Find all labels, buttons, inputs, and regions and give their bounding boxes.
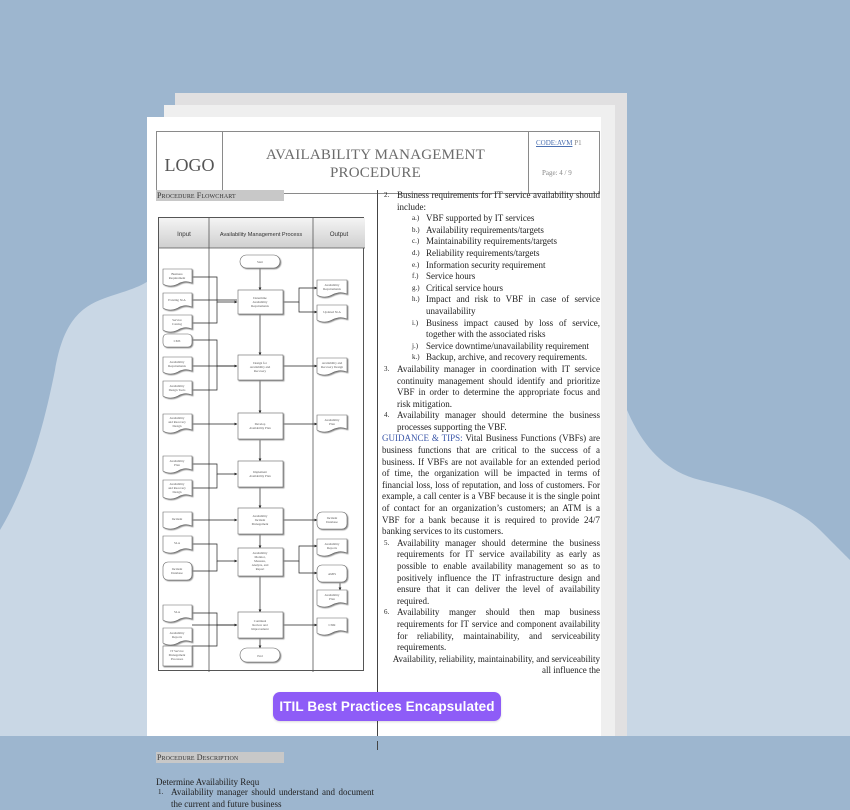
item-number: 5.: [384, 538, 390, 547]
sub-item-text: VBF supported by IT services: [426, 213, 535, 224]
svg-text:Design: Design: [172, 424, 182, 428]
svg-text:Continual: Continual: [253, 619, 267, 623]
list-item-3: [382, 364, 600, 410]
svg-text:Input: Input: [177, 231, 191, 238]
guidance-label: GUIDANCE & TIPS:: [382, 433, 463, 444]
svg-text:Availability and: Availability and: [249, 365, 271, 369]
item-text: Availability manager should determine the business processes supporting the VBF.: [397, 410, 600, 432]
svg-text:Requirement: Requirement: [168, 276, 186, 280]
guidance-text: Vital Business Functions (VBFs) are business functions that are critical to the success of a business. If VBFs are not available for an extended period of time, the organization will be impacted in terms of financial loss, loss of reputation, and loss of customers. For example, a call center is a VBF because it is the single point of contact for an organization’s customers; an ATM is a VBF for a bank because it is required to provide 24/7 banking services to its customers.: [382, 433, 600, 537]
document-title: [223, 132, 529, 193]
sub-item-d: [382, 248, 600, 260]
page-number: Page: 4 / 9: [542, 169, 572, 177]
sub-item-letter: b.): [412, 225, 420, 234]
description-item-1: [156, 787, 374, 810]
sub-item-text: Critical service hours: [426, 282, 503, 293]
sub-item-letter: a.): [412, 214, 420, 223]
svg-text:Requirements: Requirements: [323, 287, 341, 291]
item-number: 2.: [384, 191, 390, 199]
svg-text:IT Service: IT Service: [170, 649, 184, 653]
document-header: [156, 131, 600, 194]
svg-text:Availability: Availability: [324, 418, 340, 422]
svg-text:Incident: Incident: [171, 567, 183, 571]
item-number: 3.: [384, 364, 390, 373]
svg-text:Availability and: Availability and: [321, 361, 343, 365]
procedure-flowchart: [158, 217, 364, 671]
svg-text:Plan: Plan: [329, 597, 335, 601]
svg-text:Business: Business: [171, 272, 183, 276]
svg-text:Report: Report: [255, 567, 265, 571]
item-number: 4.: [384, 411, 390, 420]
svg-text:Availability: Availability: [169, 482, 185, 486]
svg-text:Updated SLA: Updated SLA: [323, 310, 341, 314]
sub-item-text: Information security requirement: [426, 259, 546, 270]
svg-text:Determine: Determine: [253, 296, 267, 300]
sub-item-g: [382, 283, 600, 295]
left-column: [156, 190, 374, 809]
svg-text:Incident: Incident: [326, 516, 338, 520]
svg-text:and Recovery: and Recovery: [168, 420, 186, 424]
item-number: 1.: [158, 788, 164, 796]
item-text: Availability manager should understand and document the current and future business: [171, 787, 374, 809]
svg-text:Availability: Availability: [169, 360, 185, 364]
svg-text:CSIR: CSIR: [328, 623, 336, 627]
sub-item-text: Reliability requirements/targets: [426, 247, 540, 258]
svg-text:Plan: Plan: [329, 422, 335, 426]
sub-item-letter: k.): [412, 353, 420, 362]
svg-text:Analyze, and: Analyze, and: [251, 563, 269, 567]
svg-text:Measure,: Measure,: [254, 559, 266, 563]
svg-text:Reports: Reports: [327, 546, 337, 550]
sub-item-c: [382, 236, 600, 248]
svg-text:Plan: Plan: [174, 463, 180, 467]
svg-text:Requirements: Requirements: [168, 364, 186, 368]
sub-item-letter: e.): [412, 260, 420, 269]
svg-text:Availability: Availability: [252, 514, 268, 518]
svg-text:Availability: Availability: [169, 631, 185, 635]
procedure-description: [156, 752, 374, 810]
item-number: 6.: [384, 608, 390, 617]
svg-text:Database: Database: [171, 571, 183, 575]
svg-text:Develop: Develop: [254, 422, 266, 426]
description-subtitle: Determine Availability Requ: [156, 777, 260, 787]
sub-list: [382, 213, 600, 364]
item-text: Availability manager in coordination with IT service continuity management should identify and prioritize VBF in order to determine the appropriate focus and risk mitigation.: [397, 363, 600, 409]
sub-item-letter: f.): [412, 272, 419, 281]
svg-text:Service: Service: [172, 318, 182, 322]
svg-text:AMIS: AMIS: [328, 572, 336, 576]
list-item-5: [382, 538, 600, 608]
svg-text:Monitor,: Monitor,: [254, 555, 266, 559]
svg-text:CMS: CMS: [173, 339, 181, 343]
bottom-edge: [0, 736, 850, 741]
sub-item-f: [382, 271, 600, 283]
svg-text:Incident: Incident: [254, 518, 266, 522]
svg-text:Catalog: Catalog: [172, 322, 182, 326]
document-code-link[interactable]: CODE:AVM: [536, 139, 573, 147]
sub-item-letter: h.): [412, 295, 420, 304]
svg-text:Output: Output: [329, 231, 349, 238]
document-page: [147, 117, 601, 809]
svg-text:Design Tools: Design Tools: [168, 388, 186, 392]
svg-text:Improvement: Improvement: [251, 627, 269, 631]
svg-text:Availability: Availability: [324, 283, 340, 287]
document-meta: [529, 132, 599, 193]
svg-text:Start: Start: [256, 260, 264, 264]
sub-item-text: Service downtime/unavailability requirement: [426, 340, 589, 351]
title-line-2: PROCEDURE: [330, 164, 421, 181]
svg-text:Availability: Availability: [252, 300, 268, 304]
svg-text:Availability: Availability: [169, 384, 185, 388]
svg-text:Availability: Availability: [324, 542, 340, 546]
column-divider: [377, 190, 378, 750]
svg-text:Availability: Availability: [169, 459, 185, 463]
svg-text:Incident: Incident: [171, 517, 183, 521]
svg-text:Requirements: Requirements: [251, 304, 269, 308]
sub-item-text: Business impact caused by loss of service, together with the associated risks: [426, 317, 600, 340]
svg-text:Design for: Design for: [253, 361, 267, 365]
document-code-suffix: P1: [572, 139, 582, 147]
sub-item-j: [382, 341, 600, 353]
sub-item-text: Maintainability requirements/targets: [426, 236, 558, 247]
svg-text:Availability Plan: Availability Plan: [249, 474, 271, 478]
sub-item-letter: g.): [412, 283, 420, 292]
sub-item-text: Backup, archive, and recovery requirements.: [426, 352, 588, 363]
section-title-flowchart: Procedure Flowchart: [156, 190, 284, 201]
svg-text:Availability: Availability: [324, 593, 340, 597]
list-item-2: [382, 190, 600, 213]
svg-text:Management: Management: [168, 653, 186, 657]
sub-item-b: [382, 225, 600, 237]
title-line-1: AVAILABILITY MANAGEMENT: [266, 146, 485, 163]
svg-text:Review and: Review and: [252, 623, 268, 627]
list-item-4: [382, 410, 600, 433]
itil-badge: ITIL Best Practices Encapsulated: [273, 692, 501, 721]
sub-item-e: [382, 260, 600, 272]
sub-item-k: [382, 352, 600, 364]
svg-text:Implement: Implement: [253, 470, 267, 474]
svg-text:Processes: Processes: [170, 657, 184, 661]
sub-item-letter: i.): [412, 318, 419, 327]
list-item-6: [382, 607, 600, 653]
item-text: Availability manger should then map business requirements for IT service and component availability for reliability, maintainability, and serviceability requirements.: [397, 607, 600, 653]
svg-text:Reports: Reports: [172, 635, 182, 639]
guidance-tips: [382, 433, 600, 537]
sub-item-h: [382, 294, 600, 317]
sub-item-letter: d.): [412, 248, 420, 257]
sub-item-a: [382, 213, 600, 225]
logo-placeholder: LOGO: [157, 132, 223, 193]
svg-text:SLA: SLA: [173, 541, 181, 545]
sub-item-text: Impact and risk to VBF in case of service unavailability: [426, 294, 600, 316]
svg-text:End: End: [257, 654, 263, 658]
svg-text:and Recovery: and Recovery: [168, 486, 186, 490]
svg-text:Availability Plan: Availability Plan: [249, 426, 271, 430]
svg-text:Database: Database: [326, 520, 338, 524]
svg-text:Recovery Design: Recovery Design: [320, 365, 344, 369]
section-title-description: Procedure Description: [156, 752, 284, 763]
svg-text:Management: Management: [251, 522, 269, 526]
sub-item-letter: c.): [412, 237, 420, 246]
sub-item-text: Service hours: [426, 271, 476, 282]
svg-text:SLA: SLA: [173, 610, 181, 614]
sub-item-text: Availability requirements/targets: [426, 224, 544, 235]
right-column: [382, 190, 600, 677]
item-text: Availability manager should determine the business requirements for IT service availability as early as possible to enable availability management so as to positively influence the IT infrastructure design and ensure that it can deliver the level of availability required.: [397, 537, 600, 606]
item-text: Business requirements for IT service availability should include:: [397, 190, 600, 212]
svg-text:Availability: Availability: [169, 416, 185, 420]
svg-text:Recovery: Recovery: [253, 369, 267, 373]
paragraph-continuation: Availability, reliability, maintainability, and serviceability all influence the: [392, 653, 600, 676]
sub-item-letter: j.): [412, 341, 419, 350]
document-code: [536, 139, 582, 147]
svg-text:Availability: Availability: [252, 551, 268, 555]
svg-text:Design: Design: [172, 490, 182, 494]
svg-text:Availability Management Proces: Availability Management Process: [219, 232, 303, 238]
sub-item-i: [382, 318, 600, 341]
svg-text:Existing SLA: Existing SLA: [168, 298, 186, 302]
